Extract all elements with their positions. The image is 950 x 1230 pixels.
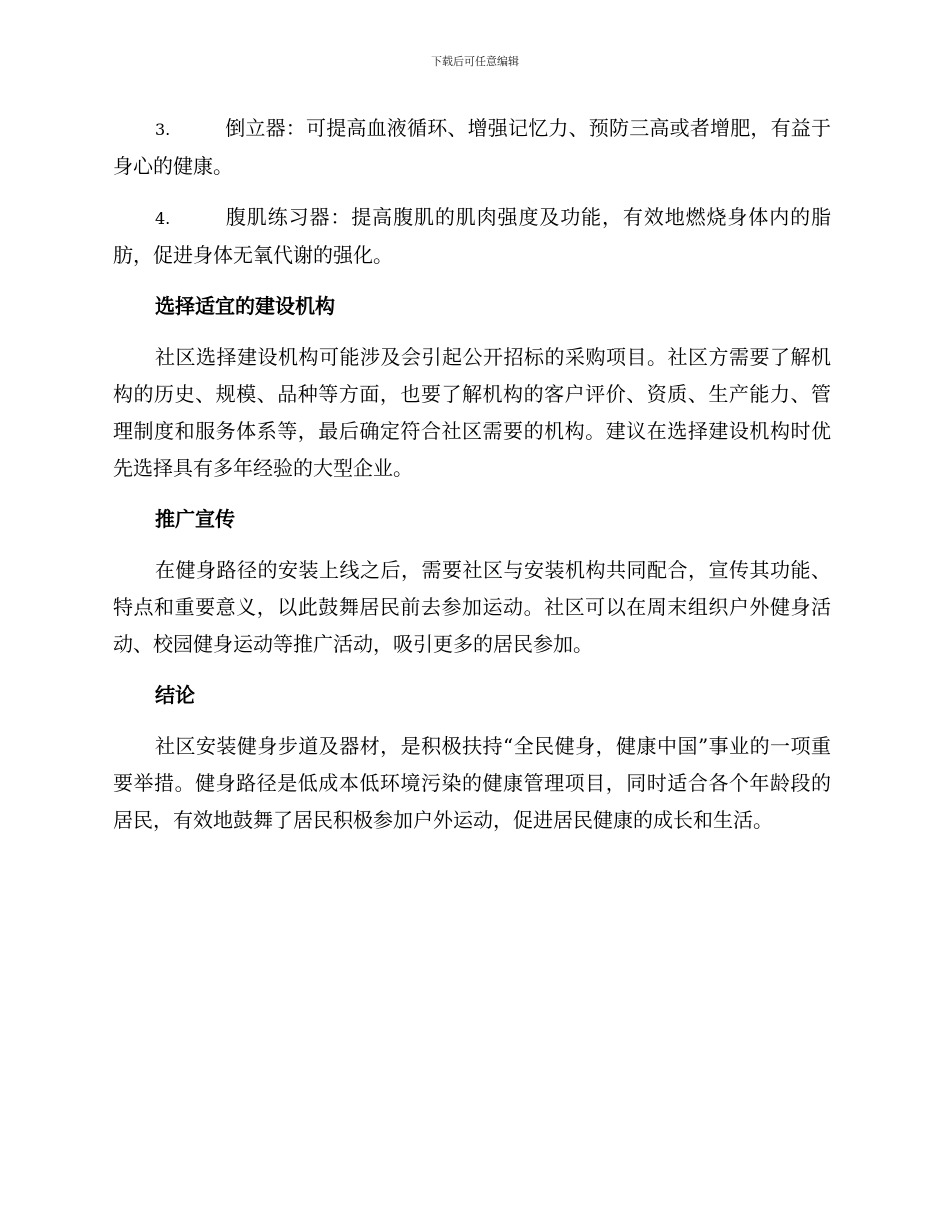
section-paragraph: 社区安装健身步道及器材，是积极扶持“全民健身，健康中国”事业的一项重要举措。健身路径是低成本低环境污染的健康管理项目，同时适合各个年龄段的居民，有效地鼓舞了居民积极参加户外运动，促进居民健康的成长和生活。 (113, 734, 831, 832)
list-item-number: 4. (155, 209, 171, 228)
section-heading: 推广宣传 (155, 507, 235, 531)
section-heading: 结论 (155, 683, 195, 707)
list-item (113, 110, 831, 185)
section-paragraph: 在健身路径的安装上线之后，需要社区与安装机构共同配合，宣传其功能、特点和重要意义，以此鼓舞居民前去参加运动。社区可以在周末组织户外健身活动、校园健身运动等推广活动，吸引更多的居民参加。 (113, 558, 831, 656)
section-paragraph: 社区选择建设机构可能涉及会引起公开招标的采购项目。社区方需要了解机构的历史、规模、品种等方面，也要了解机构的客户评价、资质、生产能力、管理制度和服务体系等，最后确定符合社区需要的机构。建议在选择建设机构时优先选择具有多年经验的大型企业。 (113, 345, 831, 480)
list-item-text: 腹肌练习器：提高腹肌的肌肉强度及功能，有效地燃烧身体内的脂肪，促进身体无氧代谢的强化。 (113, 205, 831, 267)
section-heading: 选择适宜的建设机构 (155, 294, 335, 318)
document-body (113, 110, 831, 853)
list-item-number: 3. (155, 120, 171, 139)
list-item (113, 199, 831, 274)
list-item-text: 倒立器：可提高血液循环、增强记忆力、预防三高或者增肥，有益于身心的健康。 (113, 116, 831, 178)
header-note: 下载后可任意编辑 (431, 55, 519, 68)
